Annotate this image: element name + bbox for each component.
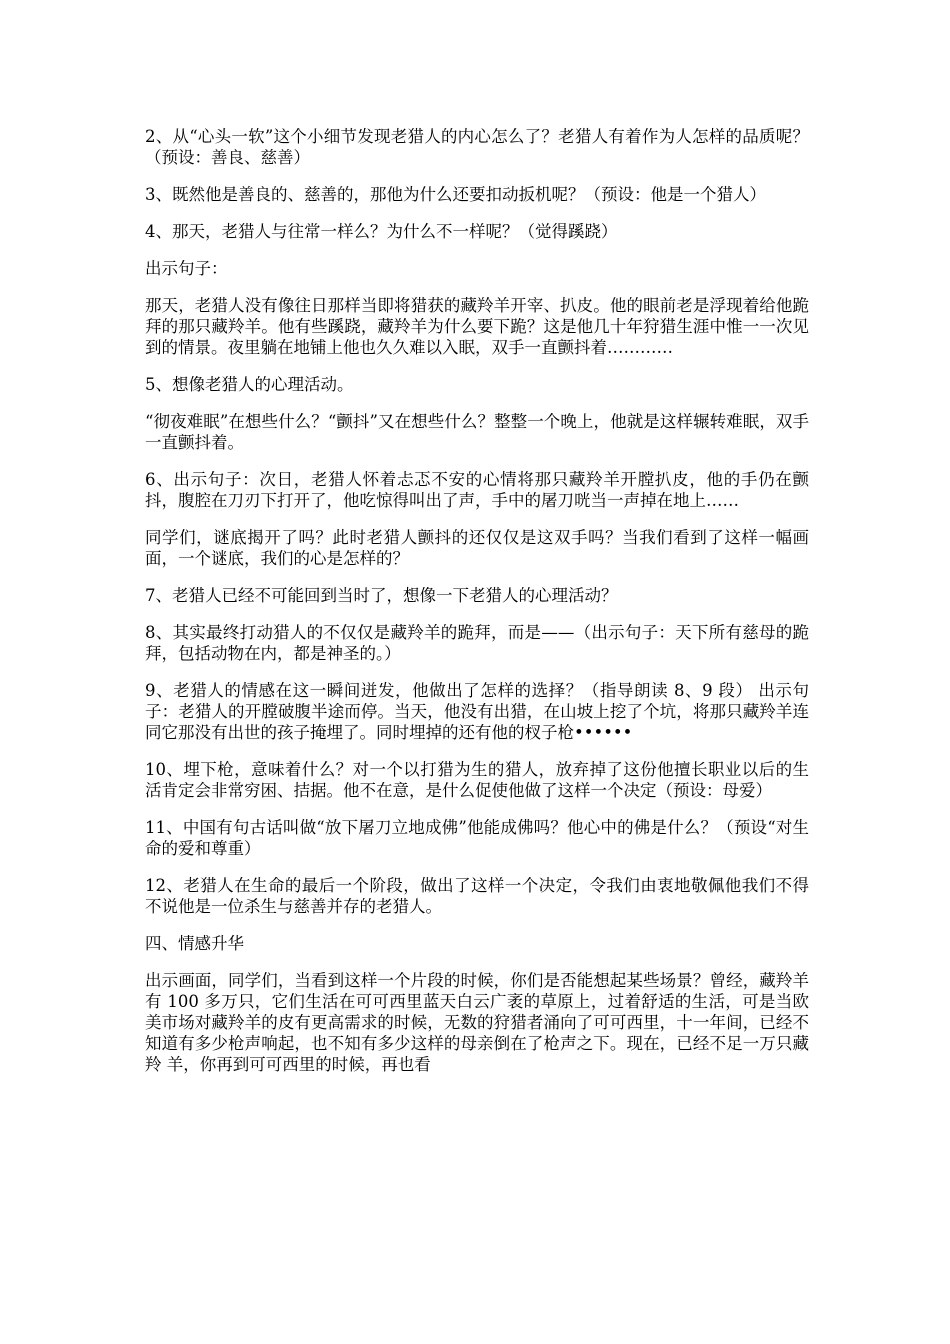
paragraph-q11: 11、中国有句古话叫做“放下屠刀立地成佛”他能成佛吗？他心中的佛是什么？（预设“对生命的爱和尊重）: [145, 818, 809, 858]
paragraph-show-sentence-label: 出示句子：: [145, 259, 228, 278]
paragraph-q9: 9、老猎人的情感在这一瞬间迸发，他做出了怎样的选择？（指导朗读 8、9 段） 出示句子：老猎人的开膛破腹半途而停。当天，他没有出猎，在山坡上挖了个坑，将那只藏羚羊连同它那没有出世的孩子掩埋了。同时埋掉的还有他的杈子枪••••••: [145, 681, 809, 742]
paragraph-q5: 5、想像老猎人的心理活动。: [145, 375, 354, 394]
paragraph-closing: 出示画面，同学们，当看到这样一个片段的时候，你们是否能想起某些场景？曾经，藏羚羊有 100 多万只，它们生活在可可西里蓝天白云广袤的草原上，过着舒适的生活，可是当欧美市场对藏羚羊的皮有更高需求的时候，无数的狩猎者涌向了可可西里，十一年间，已经不知道有多少枪声响起，也不知有多少这样的母亲倒在了枪声之下。现在，已经不足一万只藏羚 羊，你再到可可西里的时候，再也看: [145, 971, 809, 1074]
paragraph-q12: 12、老猎人在生命的最后一个阶段，做出了这样一个决定，令我们由衷地敬佩他我们不得不说他是一位杀生与慈善并存的老猎人。: [145, 876, 809, 916]
paragraph-q2: 2、从“心头一软”这个小细节发现老猎人的内心怎么了？老猎人有着作为人怎样的品质呢？（预设：善良、慈善）: [145, 127, 809, 167]
paragraph-sleepless-night: “彻夜难眠”在想些什么？“颤抖”又在想些什么？整整一个晚上，他就是这样辗转难眠，双手一直颤抖着。: [145, 412, 809, 452]
paragraph-q7: 7、老猎人已经不可能回到当时了，想像一下老猎人的心理活动？: [145, 586, 618, 605]
document-page: [145, 126, 809, 1075]
paragraph-quoted-passage: 那天，老猎人没有像往日那样当即将猎获的藏羚羊开宰、扒皮。他的眼前老是浮现着给他跪拜的那只藏羚羊。他有些蹊跷，藏羚羊为什么要下跪？这是他几十年狩猎生涯中惟一一次见到的情景。夜里躺在地铺上他也久久难以入眠，双手一直颤抖着…………: [145, 296, 809, 357]
paragraph-q10: 10、埋下枪，意味着什么？对一个以打猎为生的猎人，放弃掉了这份他擅长职业以后的生活肯定会非常穷困、拮据。他不在意，是什么促使他做了这样一个决定（预设：母爱）: [145, 760, 809, 800]
paragraph-q3: 3、既然他是善良的、慈善的，那他为什么还要扣动扳机呢？（预设：他是一个猎人）: [145, 185, 766, 204]
paragraph-q4: 4、那天，老猎人与往常一样么？为什么不一样呢？（觉得蹊跷）: [145, 222, 618, 241]
paragraph-q6: 6、出示句子：次日，老猎人怀着忐忑不安的心情将那只藏羚羊开膛扒皮，他的手仍在颤抖，腹腔在刀刃下打开了，他吃惊得叫出了声，手中的屠刀咣当一声掉在地上……: [145, 470, 809, 510]
section-heading-emotion: 四、情感升华: [145, 934, 244, 953]
paragraph-q8: 8、其实最终打动猎人的不仅仅是藏羚羊的跪拜，而是——（出示句子：天下所有慈母的跪拜，包括动物在内，都是神圣的。）: [145, 623, 809, 663]
paragraph-mystery-revealed: 同学们，谜底揭开了吗？此时老猎人颤抖的还仅仅是这双手吗？当我们看到了这样一幅画面，一个谜底，我们的心是怎样的？: [145, 528, 809, 568]
